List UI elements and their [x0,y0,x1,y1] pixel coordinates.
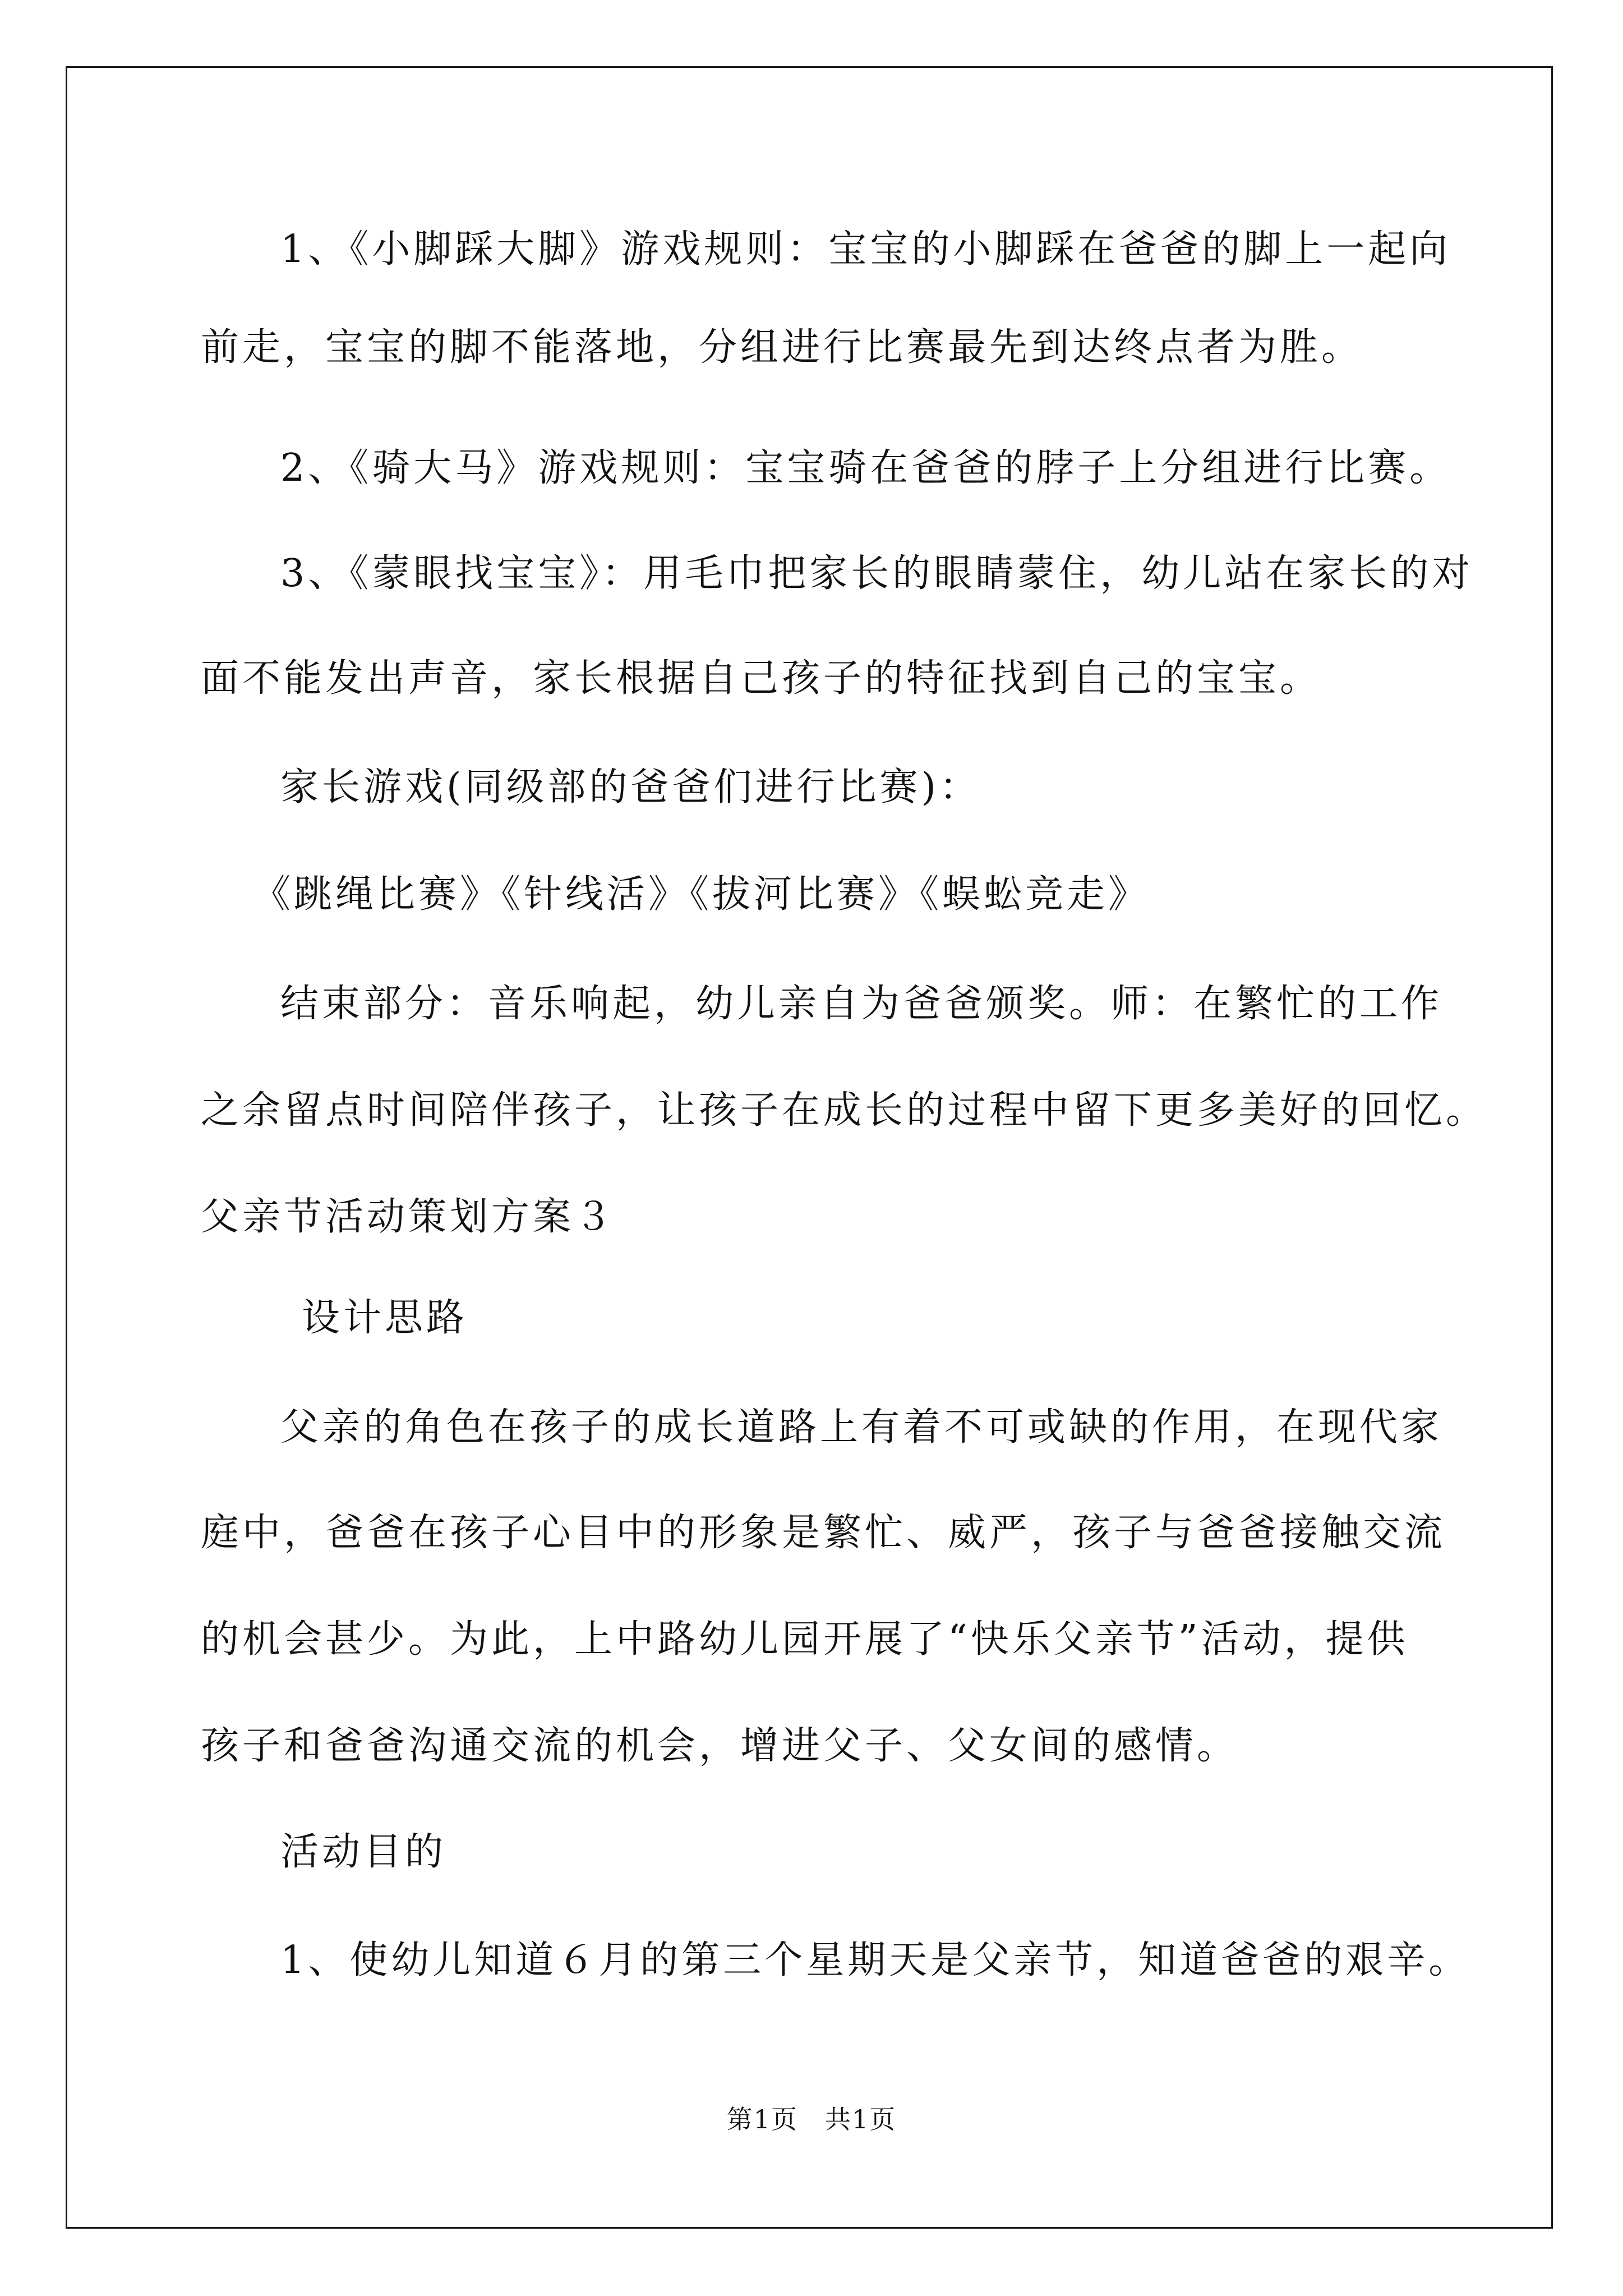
subheading: 设计思路 [302,1296,468,1340]
paragraph-line: 孩子和爸爸沟通交流的机会，增进父子、父女间的感情。 [201,1724,1239,1768]
paragraph-line: 庭中，爸爸在孩子心目中的形象是繁忙、威严，孩子与爸爸接触交流 [201,1511,1446,1555]
page-border [66,66,1553,2229]
paragraph-line: 前走，宝宝的脚不能落地，分组进行比赛最先到达终点者为胜。 [201,325,1363,370]
paragraph-line: 的机会甚少。为此，上中路幼儿园开展了“快乐父亲节”活动，提供 [201,1617,1409,1662]
paragraph-line: 1、《小脚踩大脚》游戏规则：宝宝的小脚踩在爸爸的脚上一起向 [280,227,1451,272]
paragraph-line: 之余留点时间陪伴孩子，让孩子在成长的过程中留下更多美好的回忆。 [201,1088,1488,1133]
paragraph-line: 家长游戏(同级部的爸爸们进行比赛)： [280,765,981,809]
paragraph-line: 面不能发出声音，家长根据自己孩子的特征找到自己的宝宝。 [201,656,1322,701]
paragraph-line: 《跳绳比赛》《针线活》《拔河比赛》《蜈蚣竞走》 [252,872,1150,917]
paragraph-line: 2、《骑大马》游戏规则：宝宝骑在爸爸的脖子上分组进行比赛。 [280,446,1451,490]
subheading: 活动目的 [280,1830,447,1874]
paragraph-line: 结束部分：音乐响起，幼儿亲自为爸爸颁奖。师：在繁忙的工作 [280,982,1443,1026]
paragraph-line: 父亲的角色在孩子的成长道路上有着不可或缺的作用，在现代家 [280,1405,1443,1450]
section-heading: 父亲节活动策划方案３ [201,1195,616,1239]
paragraph-line: 1、使幼儿知道６月的第三个星期天是父亲节，知道爸爸的艰辛。 [280,1938,1470,1982]
paragraph-line: 3、《蒙眼找宝宝》：用毛巾把家长的眼睛蒙住，幼儿站在家长的对 [280,551,1474,596]
page-number: 第1页 共1页 [726,2104,897,2134]
